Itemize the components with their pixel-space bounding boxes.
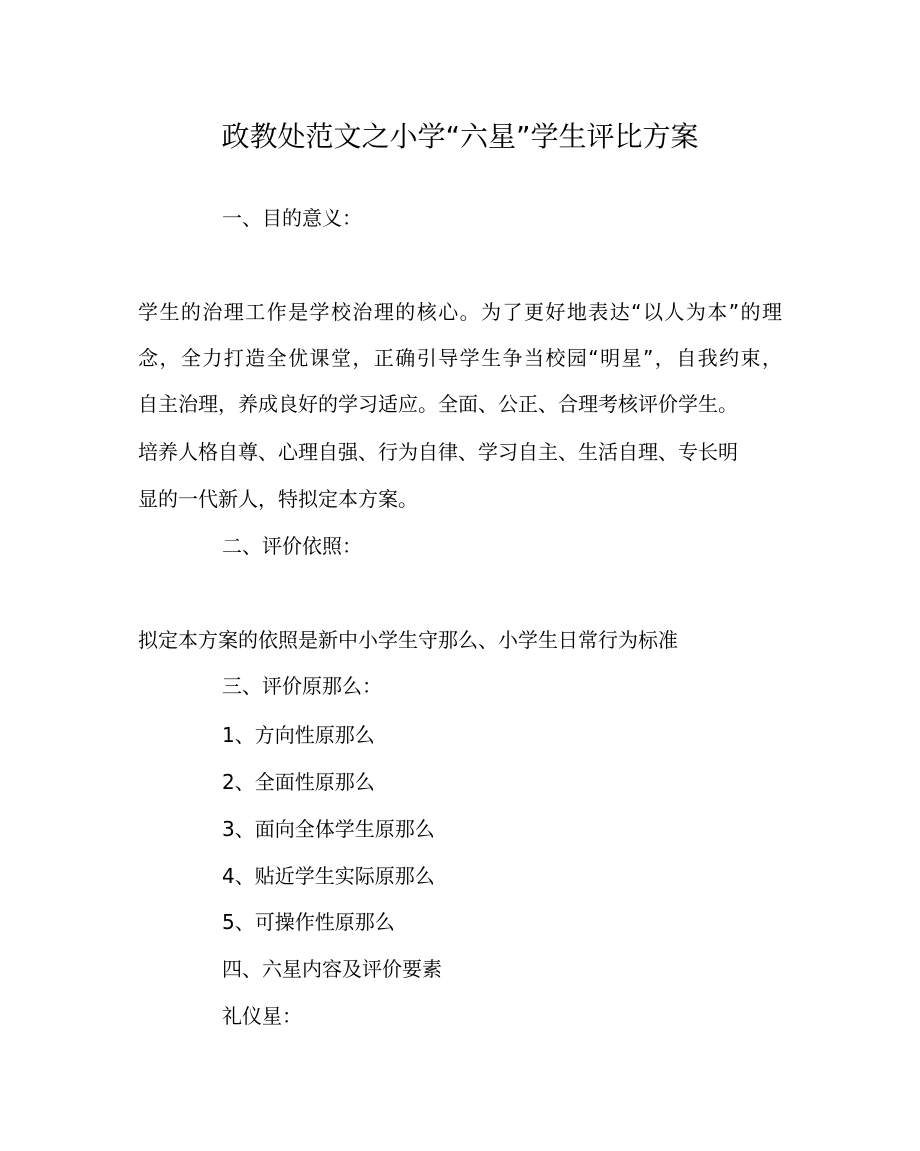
paragraph-line: 念，全力打造全优课堂，正确引导学生争当校园“明星”，自我约束，	[138, 346, 782, 370]
paragraph-line: 培养人格自尊、心理自强、行为自律、学习自主、生活自理、专长明	[138, 440, 738, 464]
principle-item: 2、全面性原那么	[222, 770, 375, 794]
section-heading-principles: 三、评价原那么：	[222, 674, 382, 698]
section-heading-basis: 二、评价依照：	[222, 534, 362, 558]
paragraph-line: 自主治理，养成良好的学习适应。全面、公正、合理考核评价学生。	[138, 392, 738, 416]
principle-item: 4、贴近学生实际原那么	[222, 864, 435, 888]
principle-item: 3、面向全体学生原那么	[222, 817, 435, 841]
principle-item: 5、可操作性原那么	[222, 910, 395, 934]
document-title: 政教处范文之小学“六星”学生评比方案	[221, 120, 699, 153]
subsection-heading-etiquette-star: 礼仪星：	[222, 1004, 302, 1028]
paragraph-line: 拟定本方案的依照是新中小学生守那么、小学生日常行为标准	[138, 628, 678, 652]
section-heading-purpose: 一、目的意义：	[222, 206, 362, 230]
section-heading-six-stars: 四、六星内容及评价要素	[222, 957, 442, 981]
principle-item: 1、方向性原那么	[222, 723, 375, 747]
paragraph-line: 显的一代新人，特拟定本方案。	[138, 487, 418, 511]
paragraph-line: 学生的治理工作是学校治理的核心。为了更好地表达“以人为本”的理	[138, 300, 782, 324]
